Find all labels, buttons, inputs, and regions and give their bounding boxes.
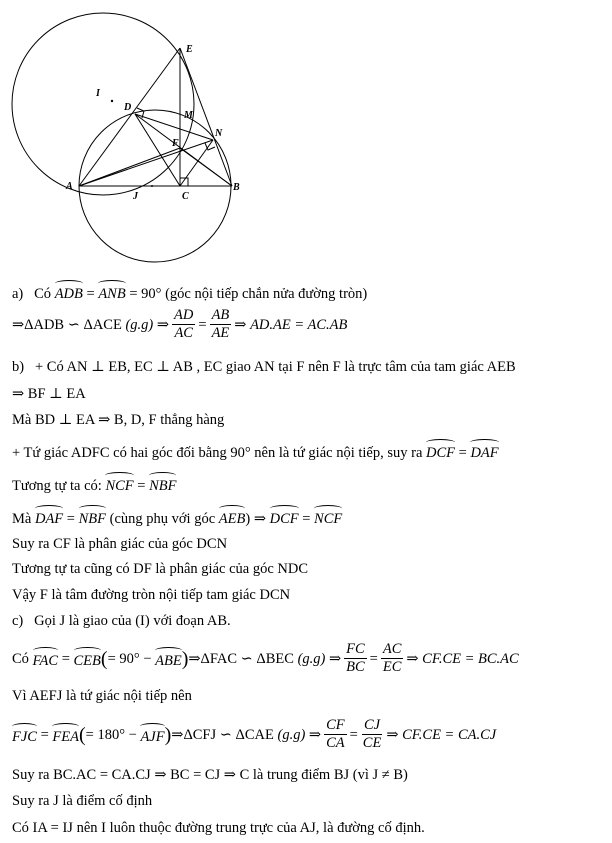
- label-a: A: [66, 181, 73, 192]
- part-b-line8: Tương tự ta cũng có DF là phân giác của góc NDC: [12, 561, 308, 577]
- fraction-cf-ca: $\frac{CF}{CA}$: [326, 717, 345, 751]
- geometry-figure: [0, 0, 300, 270]
- angle-dcf: DCF: [426, 439, 455, 463]
- circle-i: [12, 13, 194, 195]
- label-e: E: [186, 44, 193, 55]
- label-m: M: [184, 110, 193, 121]
- point-j: [151, 185, 153, 187]
- segment-nc: [180, 140, 213, 186]
- angle-ajf: AJF: [140, 723, 164, 747]
- part-a-line2: ⇒ ΔADB ∽ ΔACE (g.g) ⇒ $\frac{AD}{AC}$ = $\frac{AB}{AE}$ ⇒ AD.AE = AC.AB: [12, 307, 348, 341]
- part-c-line3: Vì AEFJ là tứ giác nội tiếp nên: [12, 688, 192, 704]
- part-c-line5: Suy ra BC.AC = CA.CJ ⇒ BC = CJ ⇒ C là trung điểm BJ (vì J ≠ B): [12, 767, 408, 783]
- segment-af: [79, 148, 180, 186]
- part-c-line2: Có FAC = CEB ( = 90° − ABE ) ⇒ ΔFAC ∽ ΔBEC (g.g) ⇒ $\frac{FC}{BC}$ = $\frac{AC}{EC}$ ⇒ CF.CE = BC.AC: [12, 641, 519, 675]
- angle-ncf: NCF: [105, 472, 133, 496]
- part-c-line1: c) Gọi J là giao của (I) với đoạn AB.: [12, 613, 231, 629]
- part-b-line7: Suy ra CF là phân giác của góc DCN: [12, 536, 228, 552]
- fraction-fc-bc: $\frac{FC}{BC}$: [346, 641, 365, 675]
- fraction-ab-ae: $\frac{AB}{AE}$: [211, 307, 230, 341]
- angle-ncf-2: NCF: [314, 505, 342, 529]
- label-i: I: [96, 88, 100, 99]
- angle-fea: FEA: [52, 723, 79, 747]
- part-b-line6: Mà DAF = NBF (cùng phụ với góc AEB) ⇒ DCF = NCF: [12, 505, 342, 529]
- angle-daf: DAF: [470, 439, 498, 463]
- segment-ae: [79, 48, 180, 186]
- part-c-line4: FJC = FEA ( = 180° − AJF ) ⇒ ΔCFJ ∽ ΔCAE (g.g) ⇒ $\frac{CF}{CA}$ = $\frac{CJ}{CE}$ ⇒ CF.CE = CA.CJ: [12, 717, 497, 751]
- part-b-line3: Mà BD ⊥ EA ⇒ B, D, F thẳng hàng: [12, 412, 225, 428]
- fraction-ad-ac: $\frac{AD}{AC}$: [174, 307, 194, 341]
- part-b-line9: Vậy F là tâm đường tròn nội tiếp tam giác DCN: [12, 587, 291, 603]
- angle-dcf-2: DCF: [270, 505, 299, 529]
- angle-anb: ANB: [98, 280, 125, 304]
- label-n: N: [215, 128, 223, 139]
- fraction-cj-ce: $\frac{CJ}{CE}$: [362, 717, 382, 751]
- label-b: B: [233, 182, 240, 193]
- point-i: [111, 100, 113, 102]
- part-b-line4: + Tứ giác ADFC có hai góc đối bằng 90° nên là tứ giác nội tiếp, suy ra DCF = DAF: [12, 439, 499, 463]
- segment-dn: [135, 114, 213, 140]
- angle-adb: ADB: [55, 280, 83, 304]
- label-j: J: [133, 191, 138, 202]
- angle-ceb: CEB: [74, 647, 101, 671]
- angle-nbf: NBF: [149, 472, 176, 496]
- label-c: C: [182, 191, 189, 202]
- angle-nbf-2: NBF: [79, 505, 106, 529]
- angle-aeb: AEB: [219, 505, 246, 529]
- part-c-line6: Suy ra J là điểm cố định: [12, 793, 153, 809]
- part-c-line7: Có IA = IJ nên I luôn thuộc đường trung trực của AJ, là đường cố định.: [12, 820, 425, 836]
- segment-dc: [135, 114, 180, 186]
- part-b-line1: b) + Có AN ⊥ EB, EC ⊥ AB , EC giao AN tại F nên F là trực tâm của tam giác AEB: [12, 359, 516, 375]
- part-b-line2: ⇒ BF ⊥ EA: [12, 386, 86, 402]
- angle-fjc: FJC: [12, 723, 37, 747]
- label-f: F: [172, 138, 179, 149]
- part-b-line5: Tương tự ta có: NCF = NBF: [12, 472, 176, 496]
- fraction-ac-ec: $\frac{AC}{EC}$: [382, 641, 402, 675]
- part-a-line1: a) Có ADB = ANB = 90° (góc nội tiếp chắn nửa đường tròn): [12, 280, 367, 304]
- segment-an: [79, 140, 213, 186]
- angle-fac: FAC: [33, 647, 59, 671]
- angle-daf-2: DAF: [35, 505, 63, 529]
- angle-abe: ABE: [155, 647, 182, 671]
- label-d: D: [124, 102, 132, 113]
